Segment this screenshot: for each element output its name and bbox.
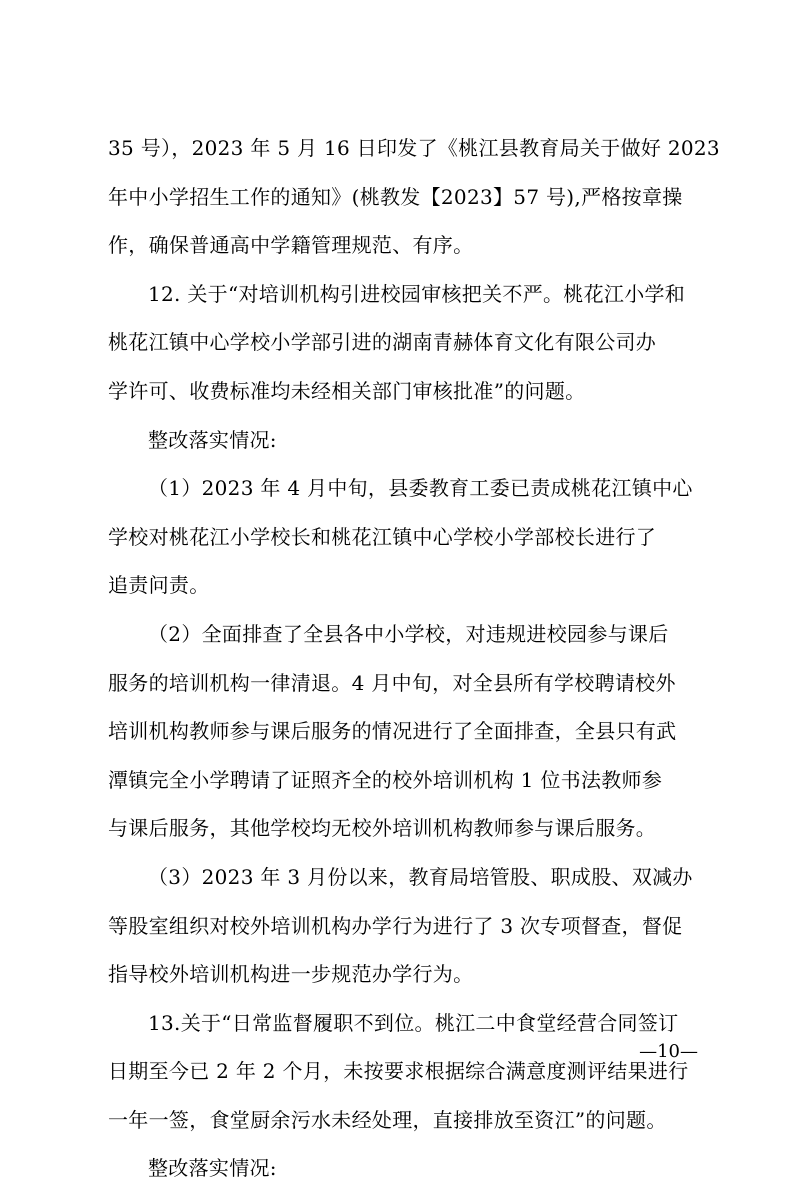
text-line: 与课后服务，其他学校均无校外培训机构教师参与课后服务。 <box>108 816 657 841</box>
text-line: 服务的培训机构一律清退。4 月中旬，对全县所有学校聘请校外 <box>108 670 676 695</box>
text-line: （2）全面排查了全县各中小学校，对违规进校园参与课后 <box>148 621 669 646</box>
text-line: 指导校外培训机构进一步规范办学行为。 <box>108 962 474 987</box>
text-line: 学校对桃花江小学校长和桃花江镇中心学校小学部校长进行了 <box>108 524 657 549</box>
text-line: （1）2023 年 4 月中旬，县委教育工委已责成桃花江镇中心 <box>148 476 693 501</box>
text-line: 日期至今已 2 年 2 个月，未按要求根据综合满意度测评结果进行 <box>108 1059 689 1084</box>
text-line: 学许可、收费标准均未经相关部门审核批准”的问题。 <box>108 378 586 403</box>
text-line: 潭镇完全小学聘请了证照齐全的校外培训机构 1 位书法教师参 <box>108 767 663 792</box>
text-line: 整改落实情况: <box>148 427 277 452</box>
text-line: 追责问责。 <box>108 573 210 598</box>
text-line: 等股室组织对校外培训机构办学行为进行了 3 次专项督查，督促 <box>108 913 683 938</box>
text-line: 年中小学招生工作的通知》(桃教发【2023】57 号),严格按章操 <box>108 184 683 209</box>
text-line: 作，确保普通高中学籍管理规范、有序。 <box>108 233 474 258</box>
text-line: 35 号），2023 年 5 月 16 日印发了《桃江县教育局关于做好 2023 <box>108 136 720 160</box>
text-line: 桃花江镇中心学校小学部引进的湖南青赫体育文化有限公司办 <box>108 330 657 355</box>
text-line: 整改落实情况: <box>148 1156 277 1181</box>
page-number: —10— <box>639 1041 698 1062</box>
text-line: 12. 关于“对培训机构引进校园审核把关不严。桃花江小学和 <box>148 281 686 306</box>
text-line: 13.关于“日常监督履职不到位。桃江二中食堂经营合同签订 <box>148 1010 679 1035</box>
text-line: 培训机构教师参与课后服务的情况进行了全面排查，全县只有武 <box>108 719 677 744</box>
body-text <box>108 124 720 1193</box>
text-line: （3）2023 年 3 月份以来，教育局培管股、职成股、双减办 <box>148 864 693 889</box>
text-line: 一年一签，食堂厨余污水未经处理，直接排放至资江”的问题。 <box>108 1107 667 1132</box>
